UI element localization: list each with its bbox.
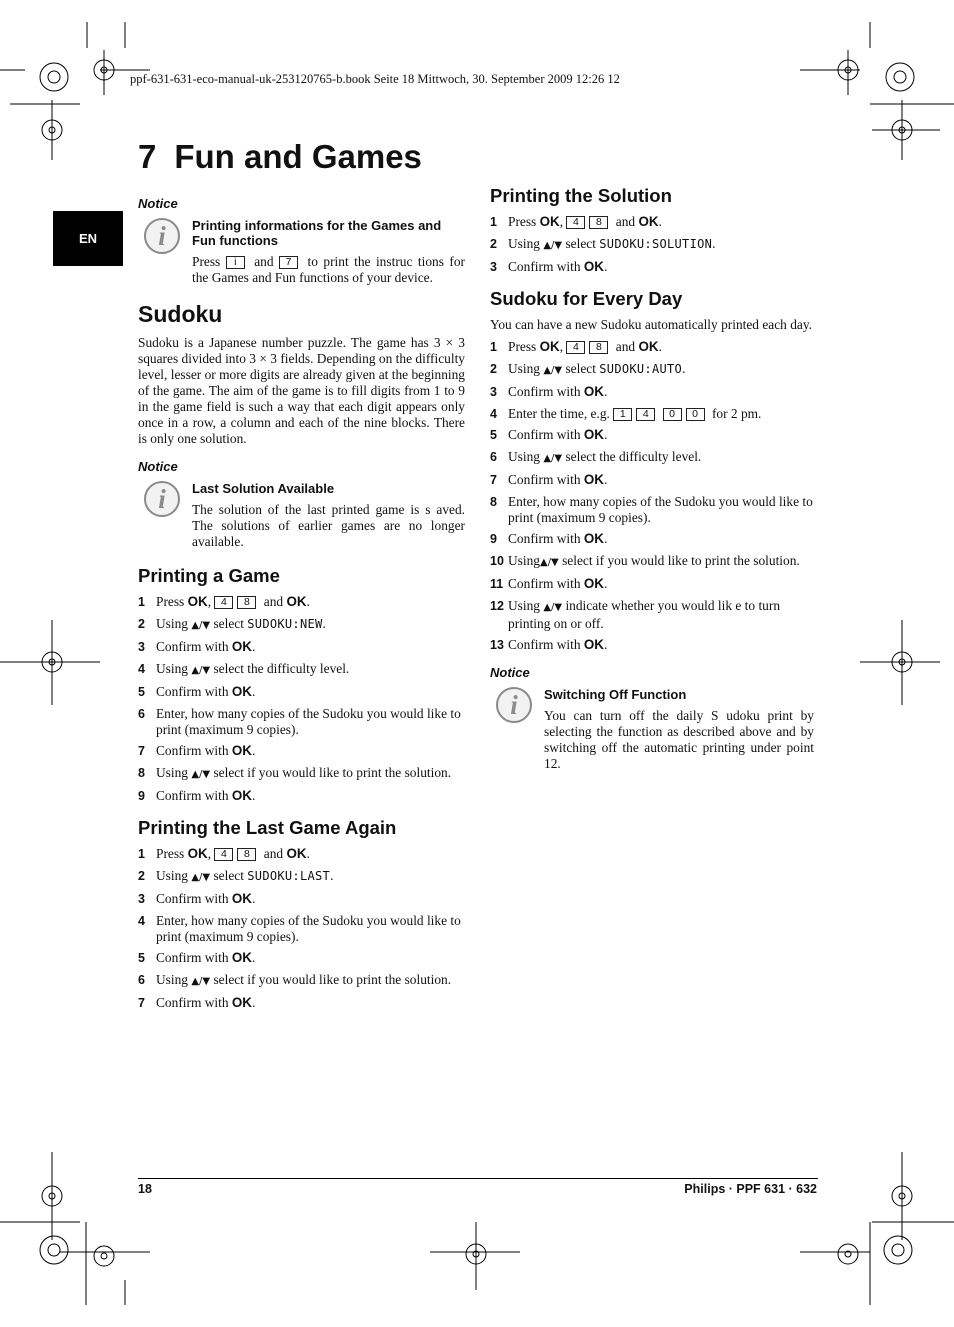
up-down-arrows-icon: ▲/▼ xyxy=(540,556,559,568)
every-day-intro: You can have a new Sudoku automatically printed each day. xyxy=(490,317,813,332)
list-item: 5 Confirm with OK. xyxy=(138,950,256,965)
key-0: 0 xyxy=(686,408,705,421)
steps-sudoku-every-day xyxy=(490,339,817,653)
up-down-arrows-icon: ▲/▼ xyxy=(191,768,211,780)
key-4: 4 xyxy=(636,408,655,421)
list-item: 4 Enter the time, e.g. 1 4 0 0 for 2 pm. xyxy=(490,405,762,421)
notice-switching-off xyxy=(490,687,817,772)
section-heading-printing-solution: Printing the Solution xyxy=(490,185,672,206)
list-item: 1 Press OK, 4 8 and OK. xyxy=(138,846,310,861)
sudoku-intro: Sudoku is a Japanese number puzzle. The game has 3 × 3 squares divided into 3 × 3 fields. Depending on the difficulty level, lesser or more digits are already given at the beginning of the game. The aim of the game is to fill digits from 1 to 9 in the game field is such a way that each digit appears only once in a row, a column and each of the nine blocks. There is only one solution. xyxy=(138,335,465,446)
key-4: 4 xyxy=(566,341,585,354)
right-column xyxy=(490,184,817,772)
section-heading-printing-game: Printing a Game xyxy=(138,565,280,586)
key-8: 8 xyxy=(589,216,608,229)
list-item: 11 Confirm with OK. xyxy=(490,576,608,591)
notice-text: Press i and 7 to print the instruc tions for the Games and Fun functions of your device. xyxy=(192,254,466,285)
steps-printing-game xyxy=(138,594,465,804)
notice-title: Last Solution Available xyxy=(192,481,335,496)
section-heading-printing-last-game: Printing the Last Game Again xyxy=(138,817,397,838)
display-text: SUDOKU:LAST xyxy=(247,868,331,883)
list-item: 13 Confirm with OK. xyxy=(490,637,608,652)
up-down-arrows-icon: ▲/▼ xyxy=(191,975,211,987)
notice-games-info xyxy=(138,218,465,286)
list-item: 4 Enter, how many copies of the Sudoku you would like to print (maximum 9 copies). xyxy=(138,912,461,944)
list-item: 2 Using ▲/▼ select SUDOKU:NEW. xyxy=(138,615,326,631)
list-item: 3 Confirm with OK. xyxy=(490,259,608,274)
key-info: i xyxy=(226,256,245,269)
list-item: 1 Press OK, 4 8 and OK. xyxy=(138,594,310,609)
footer-rule xyxy=(138,1178,818,1179)
list-item: 7 Confirm with OK. xyxy=(490,472,608,487)
list-item: 8 Enter, how many copies of the Sudoku you would like to print (maximum 9 copies). xyxy=(490,493,813,525)
notice-label: Notice xyxy=(138,196,178,211)
display-text: SUDOKU:SOLUTION xyxy=(599,236,713,251)
print-file-header: ppf-631-631-eco-manual-uk-253120765-b.book Seite 18 Mittwoch, 30. September 2009 12:26 12 xyxy=(130,72,620,86)
key-8: 8 xyxy=(589,341,608,354)
list-item: 10 Using▲/▼ select if you would like to print the solution. xyxy=(490,552,800,568)
key-8: 8 xyxy=(237,848,256,861)
info-icon: i xyxy=(496,687,532,723)
up-down-arrows-icon: ▲/▼ xyxy=(543,452,563,464)
list-item: 1 Press OK, 4 8 and OK. xyxy=(490,339,662,354)
language-tab-en: EN xyxy=(53,211,123,266)
chapter-title xyxy=(138,138,422,176)
notice-title: Printing informations for the Games and Fun functions xyxy=(192,218,442,248)
footer-brand: Philips · PPF 631 · 632 xyxy=(684,1182,817,1196)
notice-label: Notice xyxy=(138,459,178,474)
list-item: 3 Confirm with OK. xyxy=(490,384,608,399)
list-item: 5 Confirm with OK. xyxy=(138,684,256,699)
key-4: 4 xyxy=(566,216,585,229)
list-item: 9 Confirm with OK. xyxy=(490,531,608,546)
section-heading-sudoku: Sudoku xyxy=(138,301,223,327)
list-item: 9 Confirm with OK. xyxy=(138,788,256,803)
list-item: 5 Confirm with OK. xyxy=(490,427,608,442)
list-item: 4 Using ▲/▼ select the difficulty level. xyxy=(138,660,350,676)
key-4: 4 xyxy=(214,848,233,861)
list-item: 3 Confirm with OK. xyxy=(138,891,256,906)
key-8: 8 xyxy=(237,596,256,609)
info-icon: i xyxy=(144,218,180,254)
page-number: 18 xyxy=(138,1182,152,1196)
steps-printing-solution xyxy=(490,214,817,275)
notice-text: The solution of the last printed game is s aved. The solutions of earlier games are no longer available. xyxy=(192,502,465,549)
notice-text: You can turn off the daily S udoku print by selecting the function as described above and by switching off the automatic printing under point 12. xyxy=(544,708,814,771)
key-4: 4 xyxy=(214,596,233,609)
up-down-arrows-icon: ▲/▼ xyxy=(191,871,211,883)
key-0: 0 xyxy=(663,408,682,421)
key-7: 7 xyxy=(279,256,298,269)
list-item: 7 Confirm with OK. xyxy=(138,995,256,1010)
list-item: 6 Using ▲/▼ select if you would like to print the solution. xyxy=(138,971,452,987)
chapter-number: 7 xyxy=(138,138,157,175)
up-down-arrows-icon: ▲/▼ xyxy=(543,239,563,251)
notice-last-solution xyxy=(138,481,465,550)
list-item: 2 Using ▲/▼ select SUDOKU:SOLUTION. xyxy=(490,235,716,251)
list-item: 2 Using ▲/▼ select SUDOKU:LAST. xyxy=(138,867,334,883)
steps-printing-last-game xyxy=(138,846,465,1011)
notice-title: Switching Off Function xyxy=(544,687,687,702)
display-text: SUDOKU:AUTO xyxy=(599,361,683,376)
up-down-arrows-icon: ▲/▼ xyxy=(543,364,563,376)
list-item: 7 Confirm with OK. xyxy=(138,743,256,758)
list-item: 6 Enter, how many copies of the Sudoku you would like to print (maximum 9 copies). xyxy=(138,705,461,737)
up-down-arrows-icon: ▲/▼ xyxy=(191,619,211,631)
list-item: 1 Press OK, 4 8 and OK. xyxy=(490,214,662,229)
up-down-arrows-icon: ▲/▼ xyxy=(543,601,563,613)
info-icon: i xyxy=(144,481,180,517)
list-item: 2 Using ▲/▼ select SUDOKU:AUTO. xyxy=(490,360,686,376)
list-item: 8 Using ▲/▼ select if you would like to print the solution. xyxy=(138,764,452,780)
left-column xyxy=(138,196,465,1017)
list-item: 12 Using ▲/▼ indicate whether you would lik e to turn printing on or off. xyxy=(490,597,781,631)
list-item: 6 Using ▲/▼ select the difficulty level. xyxy=(490,448,702,464)
display-text: SUDOKU:NEW xyxy=(247,616,323,631)
chapter-heading: Fun and Games xyxy=(174,138,422,175)
list-item: 3 Confirm with OK. xyxy=(138,639,256,654)
notice-label: Notice xyxy=(490,665,530,680)
key-1: 1 xyxy=(613,408,632,421)
up-down-arrows-icon: ▲/▼ xyxy=(191,664,211,676)
section-heading-sudoku-every-day: Sudoku for Every Day xyxy=(490,288,683,309)
